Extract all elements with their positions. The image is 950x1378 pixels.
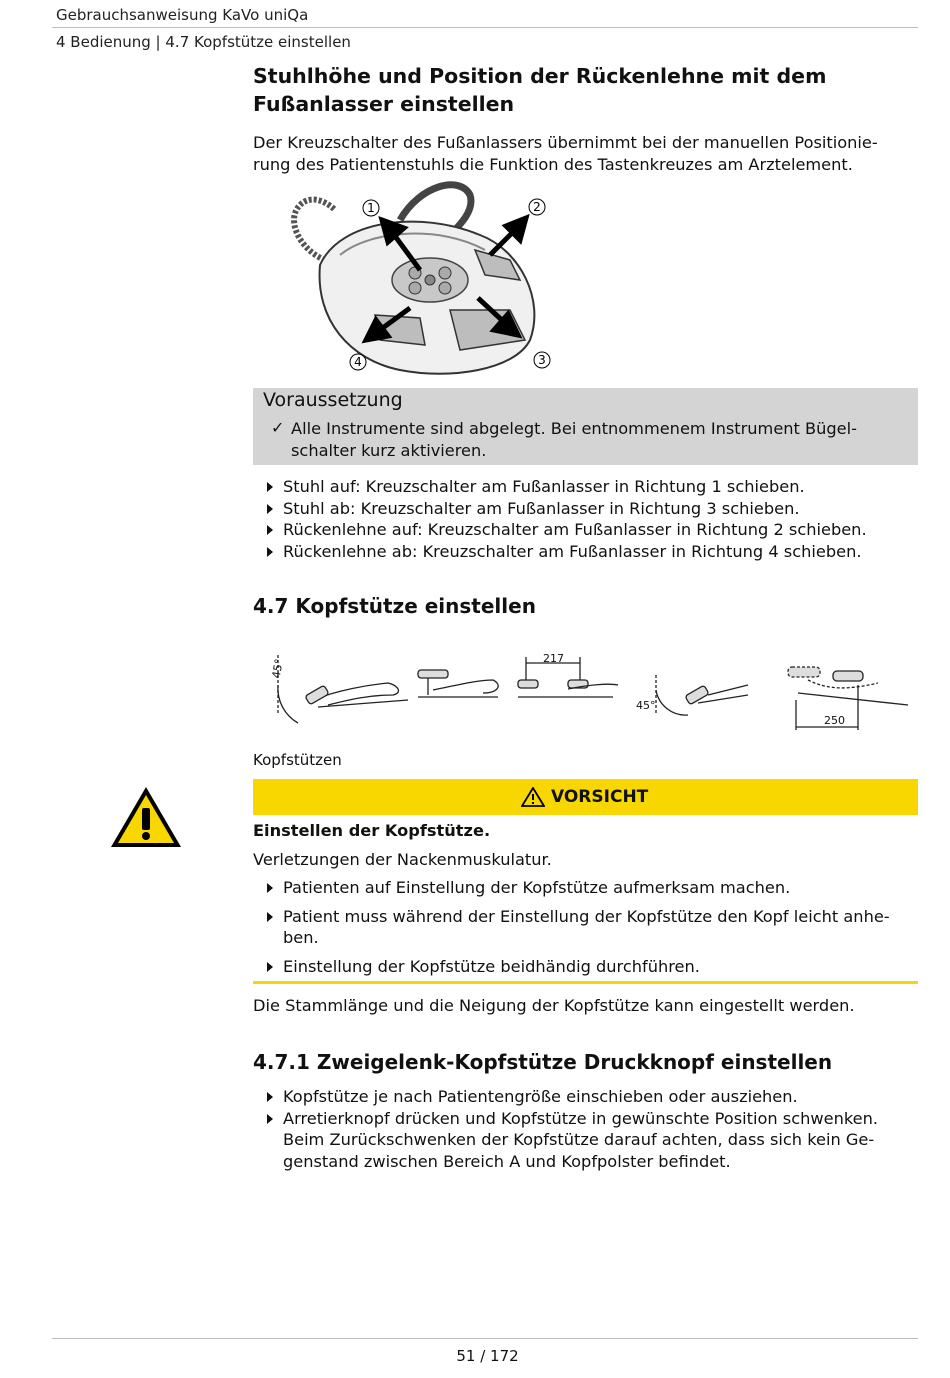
warning-label: VORSICHT	[551, 787, 649, 807]
warning-bottom-line	[253, 981, 918, 984]
step-item: Arretierknopf drücken und Kopfstütze in gewünschte Position schwenken. Beim Zurückschwenken der Kopfstütze darauf achten, dass sich kein Ge-genstand zwischen Bereich A und Kopfpolster befindet.	[253, 1108, 913, 1173]
footer-divider	[52, 1338, 918, 1339]
prerequisite-title: Voraussetzung	[263, 389, 403, 411]
callout-1: 1	[367, 201, 375, 215]
headrest-info-text: Die Stammlänge und die Neigung der Kopfstütze kann eingestellt werden.	[253, 996, 855, 1015]
warning-step: Einstellung der Kopfstütze beidhändig durchführen.	[253, 956, 913, 978]
figure-caption: Kopfstützen	[253, 751, 342, 769]
dimension-label-217: 217	[543, 652, 564, 665]
warning-step: Patienten auf Einstellung der Kopfstütze aufmerksam machen.	[253, 877, 913, 899]
section-title-foot-control: Stuhlhöhe und Position der Rückenlehne mit dem Fußanlasser einstellen	[253, 64, 827, 116]
section-4-7-1-steps	[253, 1086, 913, 1172]
headrest-5a	[788, 667, 820, 677]
warning-steps	[253, 877, 913, 977]
headrest-2	[418, 670, 448, 678]
section-title-4-7: 4.7 Kopfstütze einstellen	[253, 594, 536, 618]
angle-label-1: 45°	[269, 657, 286, 680]
angle-label-2: 45°	[636, 699, 656, 712]
warning-text: Verletzungen der Nackenmuskulatur.	[253, 850, 552, 869]
prerequisite-item: Alle Instrumente sind abgelegt. Bei entnommenem Instrument Bügel-schalter kurz aktivieren.	[291, 419, 857, 460]
warning-triangle-icon	[108, 784, 184, 850]
section-title-4-7-1: 4.7.1 Zweigelenk-Kopfstütze Druckknopf einstellen	[253, 1050, 833, 1074]
headrest-figures	[268, 645, 923, 735]
checkmark-icon: ✓	[271, 418, 285, 437]
step-item: Stuhl auf: Kreuzschalter am Fußanlasser in Richtung 1 schieben.	[253, 476, 913, 498]
document-title: Gebrauchsanweisung KaVo uniQa	[56, 6, 309, 24]
callout-3: 3	[538, 353, 546, 367]
intro-paragraph: Der Kreuzschalter des Fußanlassers übernimmt bei der manuellen Positionie-rung des Patientenstuhls die Funktion des Tastenkreuzes am Arztelement.	[253, 133, 878, 174]
step-item: Stuhl ab: Kreuzschalter am Fußanlasser in Richtung 3 schieben.	[253, 498, 913, 520]
prerequisite-box	[253, 388, 918, 465]
page-number: 51 / 172	[456, 1347, 519, 1365]
warning-small-icon	[521, 787, 545, 807]
warning-bar	[253, 779, 918, 815]
header-divider	[52, 27, 918, 28]
callout-2: 2	[533, 200, 541, 214]
foot-control-figure	[280, 180, 560, 380]
dimension-label-250: 250	[824, 714, 845, 727]
headrest-3a	[518, 680, 538, 688]
headrest-5b	[833, 671, 863, 681]
callout-4: 4	[354, 355, 362, 369]
step-item: Kopfstütze je nach Patientengröße einschieben oder ausziehen.	[253, 1086, 913, 1108]
headrest-1	[305, 685, 329, 705]
step-item: Rückenlehne ab: Kreuzschalter am Fußanlasser in Richtung 4 schieben.	[253, 541, 913, 563]
step-item: Rückenlehne auf: Kreuzschalter am Fußanlasser in Richtung 2 schieben.	[253, 519, 913, 541]
warning-step: Patient muss während der Einstellung der Kopfstütze den Kopf leicht anhe-ben.	[253, 906, 913, 949]
warning-title: Einstellen der Kopfstütze.	[253, 821, 491, 840]
breadcrumb: 4 Bedienung | 4.7 Kopfstütze einstellen	[56, 33, 351, 51]
foot-control-steps	[253, 476, 913, 562]
